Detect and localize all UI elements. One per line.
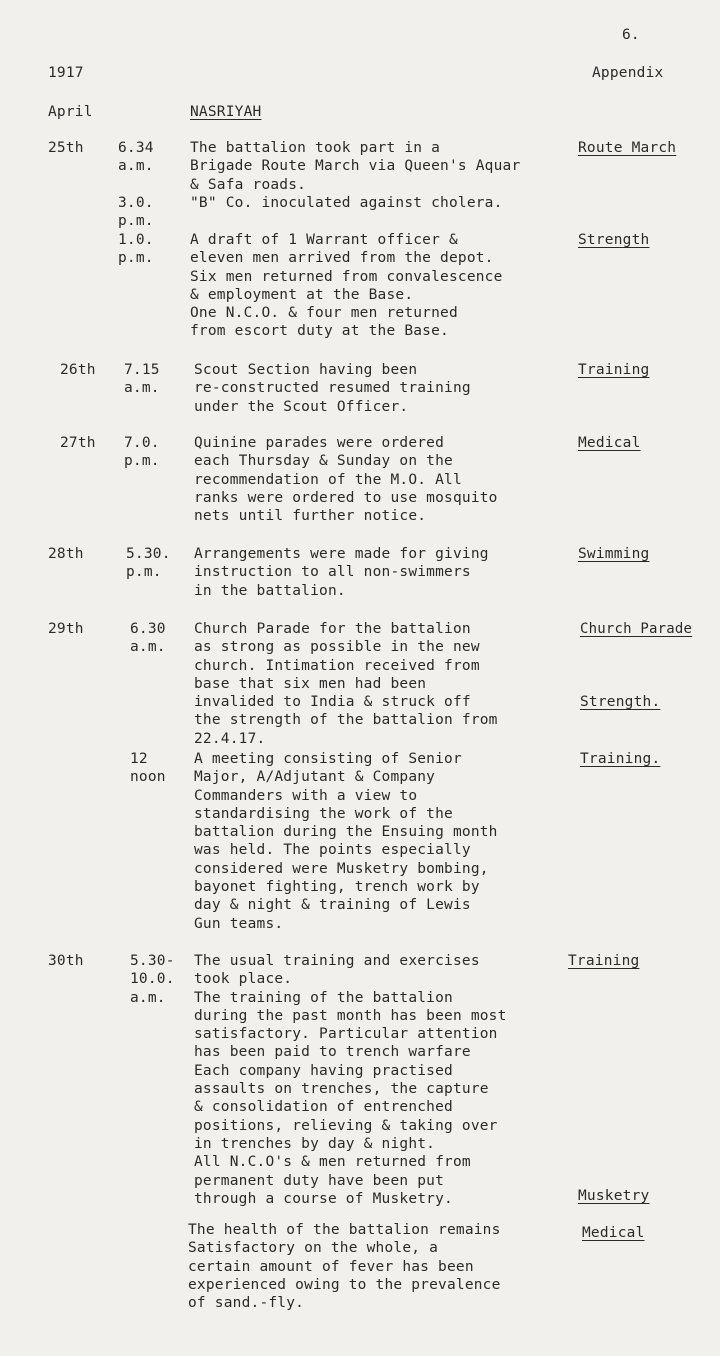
entry-time: 7.15 a.m.	[124, 362, 160, 397]
margin-note: Strength	[578, 232, 650, 248]
entry-time: 1.0. p.m.	[118, 232, 154, 267]
entry-date: 29th	[48, 621, 84, 637]
entry-text: Quinine parades were ordered each Thursday & Sunday on the recommendation of the M.O. All ranks were ordered to use mosquito nets until further notice.	[194, 435, 498, 525]
entry-text: The battalion took part in a Brigade Route March via Queen's Aquar & Safa roads.	[190, 140, 521, 193]
entry-date: 30th	[48, 953, 84, 969]
margin-note: Musketry	[578, 1188, 650, 1204]
entry-text: A meeting consisting of Senior Major, A/Adjutant & Company Commanders with a view to standardising the work of the battalion during the Ensuing month was held. The points especially considered were Musketry bombing, bayonet fighting, trench work by day & night & training of Lewis Gun teams.	[194, 751, 498, 932]
year: 1917	[48, 65, 84, 81]
month: April	[48, 104, 93, 120]
entry-text: A draft of 1 Warrant officer & eleven men arrived from the depot. Six men returned from convalescence & employment at the Base. One N.C.O. & four men returned from escort duty at the Base.	[190, 232, 503, 340]
margin-note: Strength.	[580, 694, 661, 710]
entry-time: 6.34 a.m.	[118, 140, 154, 175]
entry-text: Scout Section having been re-constructed resumed training under the Scout Officer.	[194, 362, 471, 415]
margin-note: Training.	[580, 751, 661, 767]
entry-text: The usual training and exercises took place. The training of the battalion during the past month has been most satisfactory. Particular attention has been paid to trench warfare Each company having practised assaults on trenches, the capture & consolidation of entrenched positions, relieving & taking over in trenches by day & night. All N.C.O's & men returned from permanent duty have been put through a course of Musketry.	[194, 953, 507, 1207]
entry-date: 25th	[48, 140, 84, 156]
entry-date: 26th	[60, 362, 96, 378]
entry-time: 7.0. p.m.	[124, 435, 160, 470]
margin-note: Training	[578, 362, 650, 378]
entry-date: 27th	[60, 435, 96, 451]
entry-text: Arrangements were made for giving instruction to all non-swimmers in the battalion.	[194, 546, 489, 599]
margin-note: Church Parade	[580, 621, 693, 637]
place-heading: NASRIYAH	[190, 104, 262, 120]
entry-text: "B" Co. inoculated against cholera.	[190, 195, 503, 211]
entry-time: 5.30- 10.0. a.m.	[130, 953, 175, 1006]
margin-note: Route March	[578, 140, 677, 156]
margin-note: Medical	[582, 1225, 645, 1241]
entry-text: The health of the battalion remains Satisfactory on the whole, a certain amount of fever has been experienced owing to the prevalence of sand.-fly.	[188, 1222, 501, 1312]
margin-note: Training	[568, 953, 640, 969]
appendix-label: Appendix	[592, 65, 664, 81]
margin-note: Swimming	[578, 546, 650, 562]
entry-time: 5.30. p.m.	[126, 546, 171, 581]
margin-note: Medical	[578, 435, 641, 451]
entry-time: 6.30 a.m.	[130, 621, 166, 656]
entry-date: 28th	[48, 546, 84, 562]
entry-text: Church Parade for the battalion as strong as possible in the new church. Intimation received from base that six men had been invalided to India & struck off the strength of the battalion from 22.4.17.	[194, 621, 498, 747]
entry-time: 12 noon	[130, 751, 166, 786]
entry-time: 3.0. p.m.	[118, 195, 154, 230]
page-number: 6.	[622, 27, 640, 43]
